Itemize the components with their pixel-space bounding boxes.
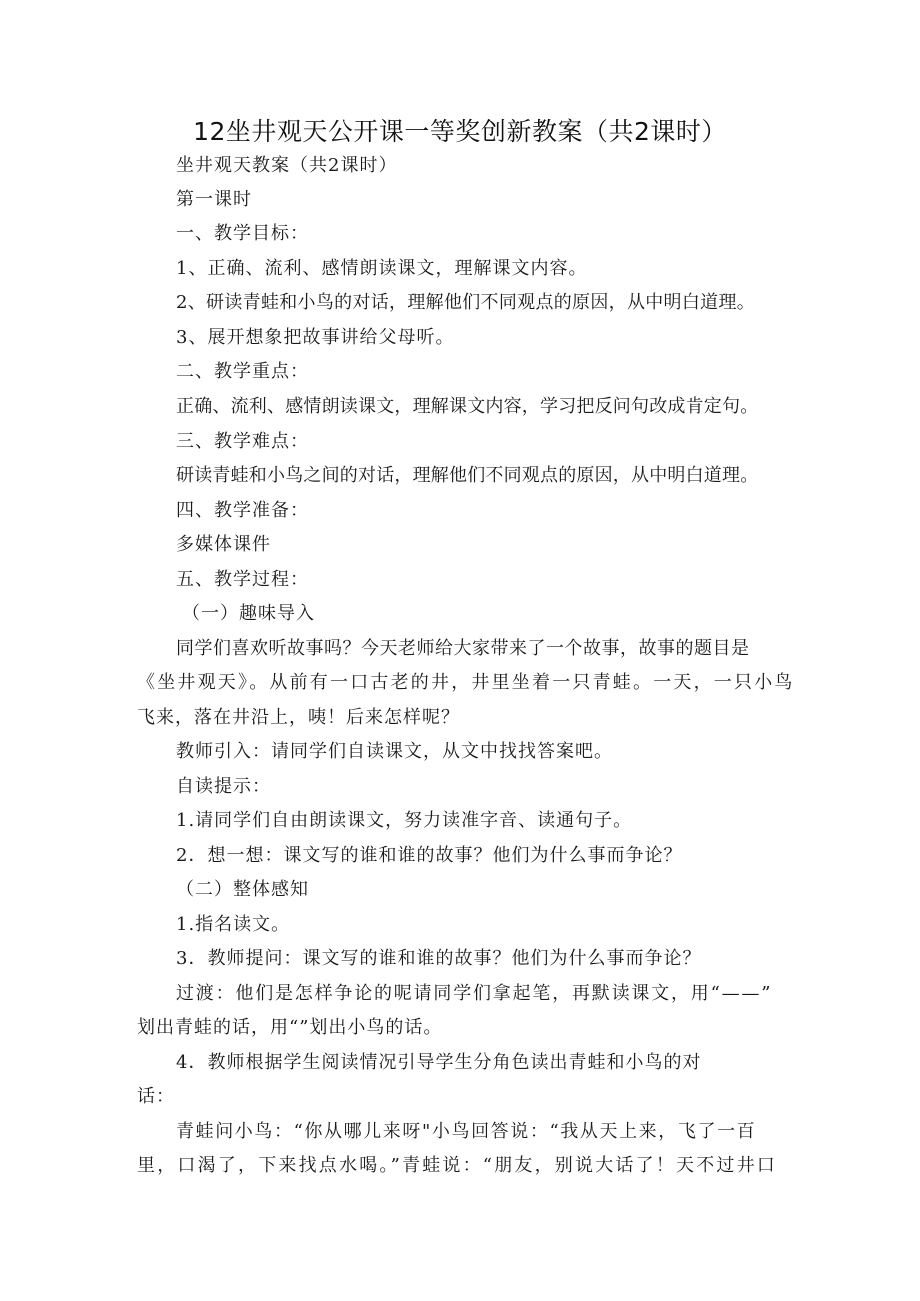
doc-line: 2．想一想：课文写的谁和谁的故事？他们为什么事而争论？ — [176, 845, 683, 866]
doc-line: 划出青蛙的话，用“”划出小鸟的话。 — [137, 1017, 443, 1038]
doc-line: 1、正确、流利、感情朗读课文，理解课文内容。 — [176, 258, 588, 279]
subsection-heading: （一）趣味导入 — [182, 603, 315, 624]
doc-line: 4．教师根据学生阅读情况引导学生分角色读出青蛙和小鸟的对 — [176, 1052, 702, 1073]
doc-line: 2、研读青蛙和小鸟的对话，理解他们不同观点的原因，从中明白道理。 — [176, 292, 756, 313]
doc-line: 《坐井观天》。从前有一口古老的井，井里坐着一只青蛙。一天，一只小鸟 — [137, 672, 795, 693]
doc-line: 同学们喜欢听故事吗？今天老师给大家带来了一个故事，故事的题目是 — [176, 638, 750, 659]
doc-line: 飞来，落在井沿上，咦！后来怎样呢？ — [137, 707, 460, 728]
doc-line: 青蛙问小鸟：“你从哪儿来呀"小鸟回答说：“我从天上来，飞了一百 — [176, 1121, 757, 1142]
doc-line: 研读青蛙和小鸟之间的对话，理解他们不同观点的原因，从中明白道理。 — [176, 465, 759, 486]
doc-line: 自读提示： — [176, 776, 271, 797]
doc-line: 3、展开想象把故事讲给父母听。 — [176, 327, 455, 348]
doc-line: 第一课时 — [176, 189, 252, 210]
section-heading: 三、教学难点： — [176, 431, 309, 452]
subsection-heading: （二）整体感知 — [176, 879, 309, 900]
doc-line: 正确、流利、感情朗读课文，理解课文内容，学习把反问句改成肯定句。 — [176, 396, 759, 417]
doc-line: 坐井观天教案（共2课时） — [176, 155, 398, 176]
doc-line: 1.请同学们自由朗读课文，努力读准字音、读通句子。 — [176, 810, 633, 831]
doc-line: 过渡：他们是怎样争论的呢请同学们拿起笔，再默读课文，用“——” — [176, 983, 773, 1004]
section-heading: 五、教学过程： — [176, 569, 309, 590]
document-title: 12坐井观天公开课一等奖创新教案（共2课时） — [193, 117, 727, 146]
doc-line: 里，口渴了，下来找点水喝。”青蛙说：“朋友，别说大话了！天不过井口 — [137, 1155, 778, 1176]
doc-line: 3．教师提问：课文写的谁和谁的故事？他们为什么事而争论？ — [176, 948, 702, 969]
doc-line: 话： — [137, 1086, 175, 1107]
doc-line: 1.指名读文。 — [176, 914, 291, 935]
section-heading: 四、教学准备： — [176, 500, 309, 521]
section-heading: 二、教学重点： — [176, 361, 309, 382]
doc-line: 多媒体课件 — [176, 534, 271, 555]
doc-line: 教师引入：请同学们自读课文，从文中找找答案吧。 — [176, 741, 613, 762]
section-heading: 一、教学目标： — [176, 223, 309, 244]
